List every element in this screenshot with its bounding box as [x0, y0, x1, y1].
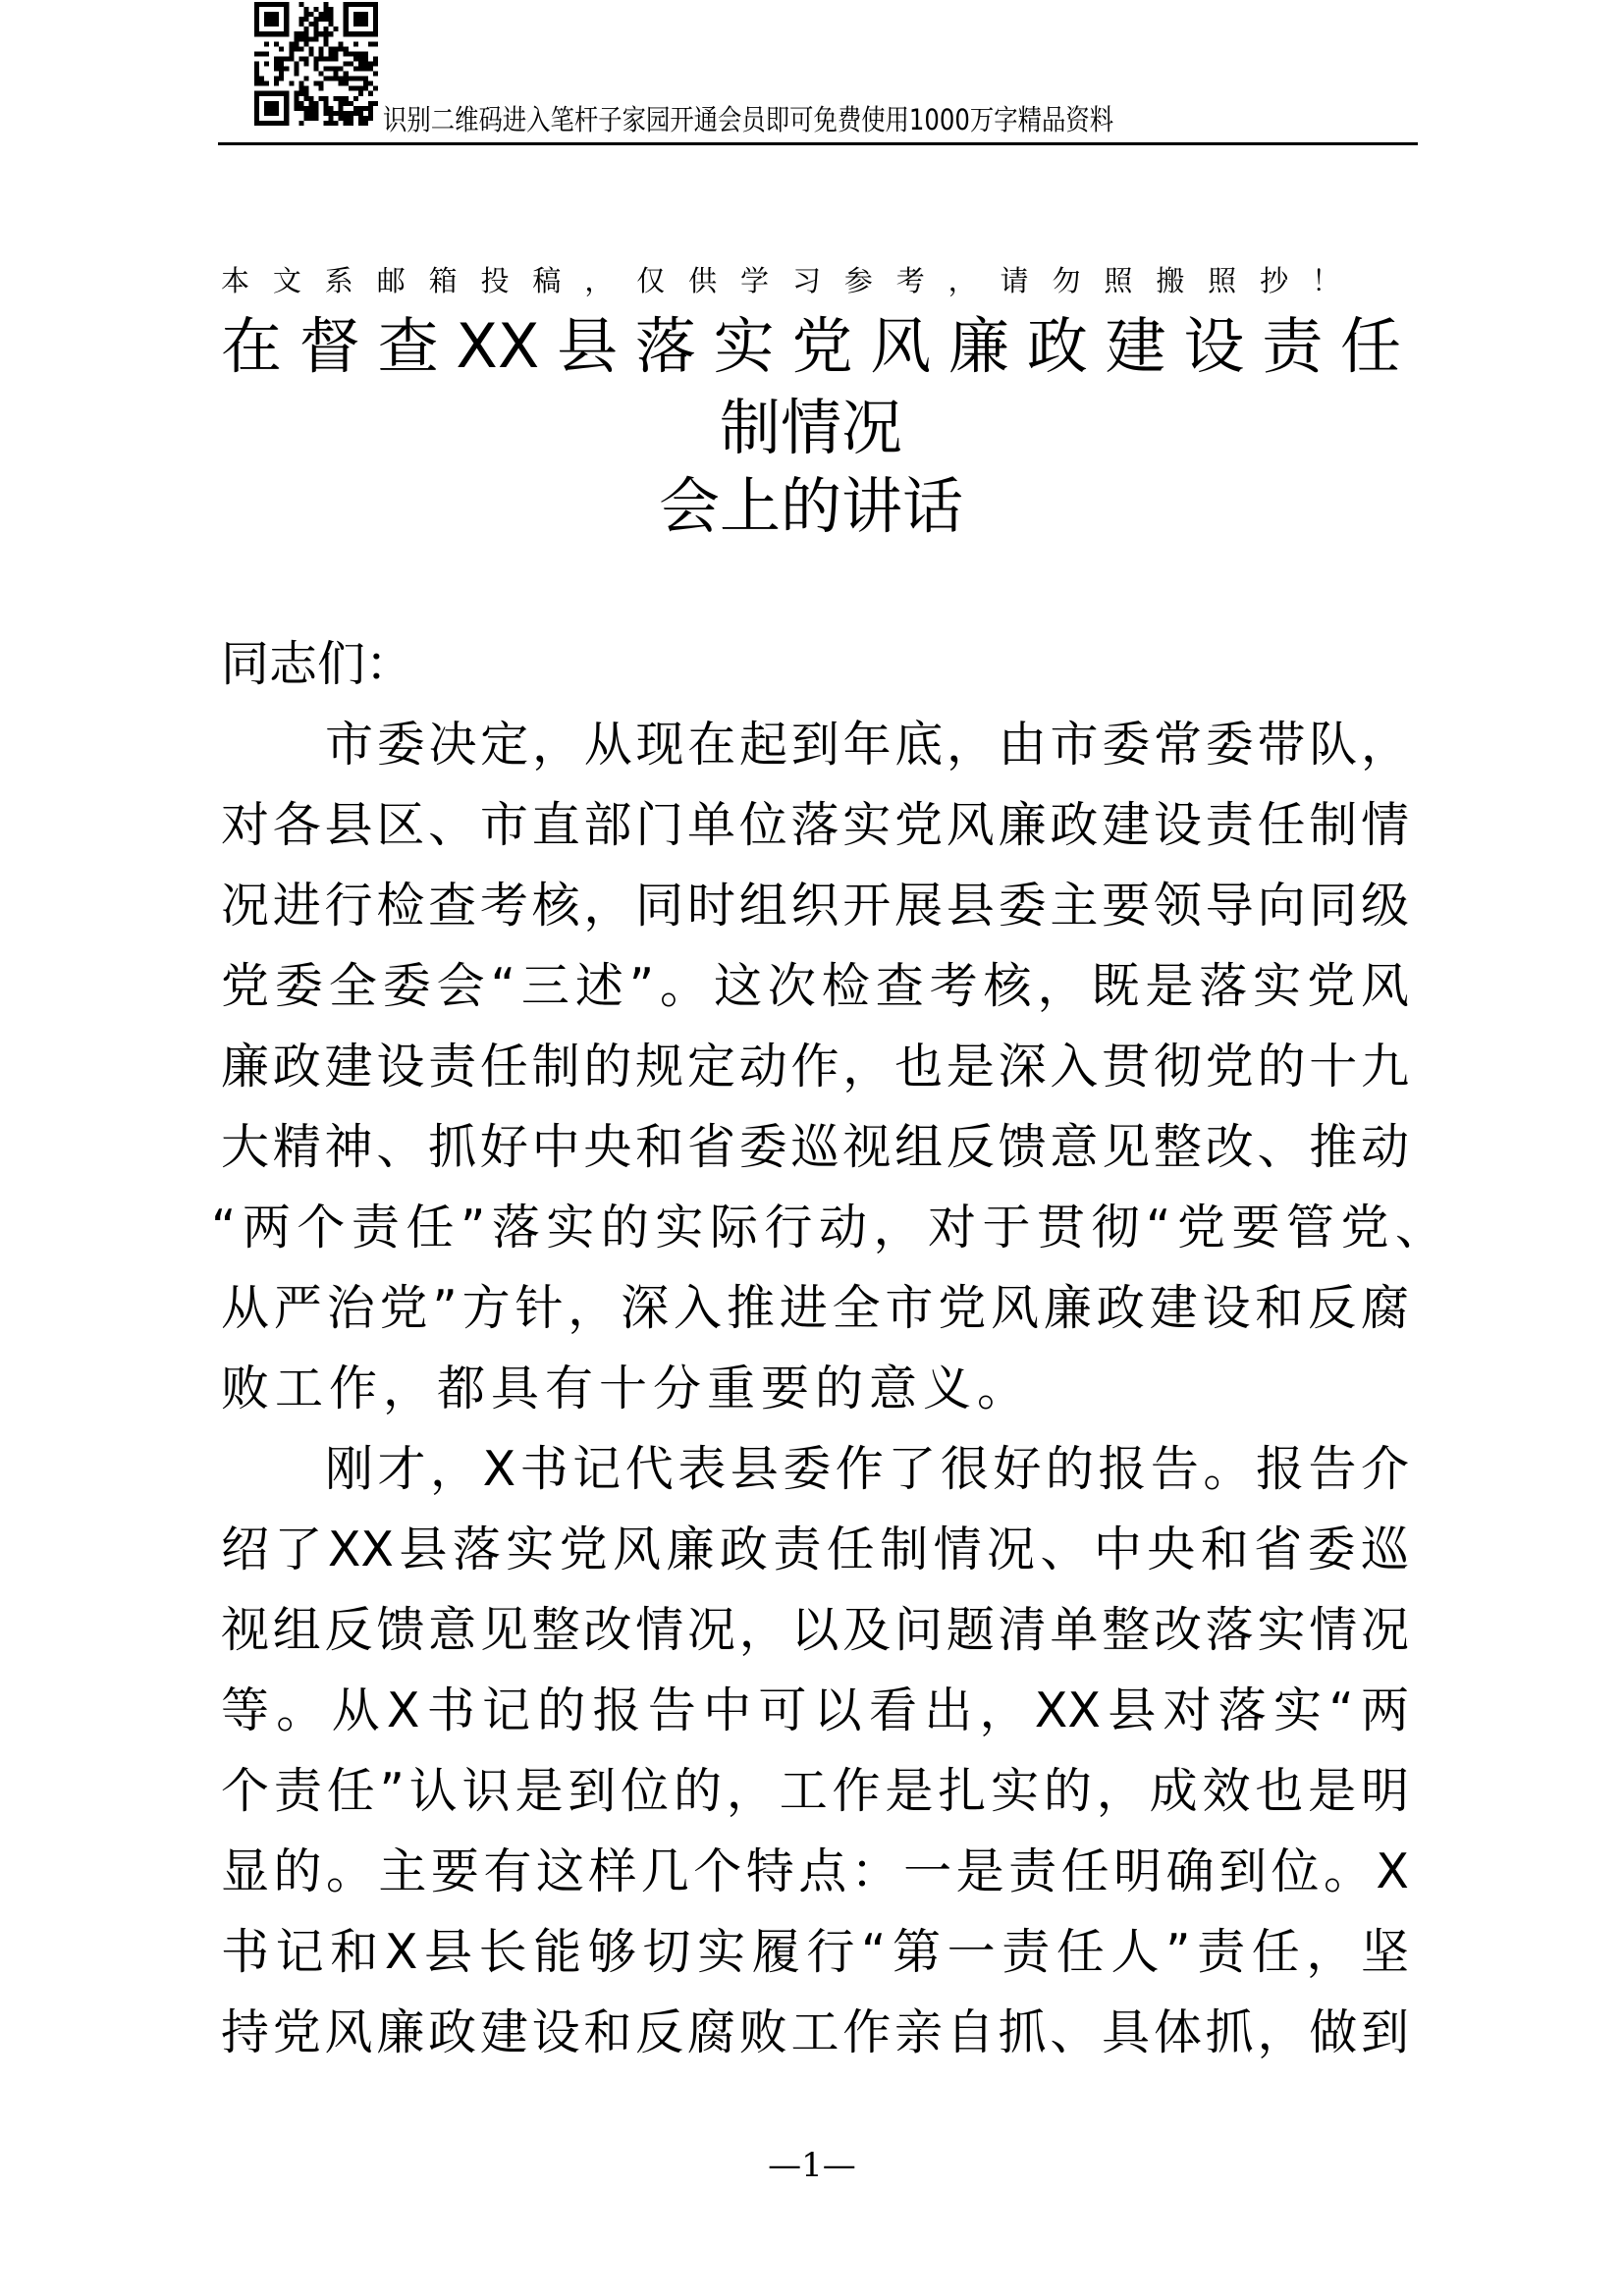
paragraph-line: 从严治党”方针，深入推进全市党风廉政建设和反腐 — [221, 1280, 1409, 1336]
paragraph-line: 刚才，X书记代表县委作了很好的报告。报告介 — [325, 1441, 1409, 1497]
paragraph-line: 绍了XX县落实党风廉政责任制情况、中央和省委巡 — [221, 1522, 1409, 1577]
title-line-2: 制情况 — [719, 392, 902, 463]
paragraph-line: 大精神、抓好中央和省委巡视组反馈意见整改、推动 — [221, 1119, 1409, 1175]
qr-code-icon — [254, 2, 378, 126]
greeting: 同志们： — [221, 636, 414, 692]
title-line-3: 会上的讲话 — [658, 470, 963, 542]
paragraph-line: 个责任”认识是到位的，工作是扎实的，成效也是明 — [221, 1763, 1409, 1819]
paragraph-line: 等。从X书记的报告中可以看出，XX县对落实“两 — [221, 1682, 1409, 1738]
paragraph-line: 持党风廉政建设和反腐败工作亲自抓、具体抓，做到 — [221, 2004, 1409, 2060]
header-divider — [218, 142, 1418, 145]
notice-text: 本文系邮箱投稿，仅供学习参考，请勿照搬照抄！ — [221, 264, 1340, 297]
paragraph-line: “两个责任”落实的实际行动，对于贯彻“党要管党、 — [211, 1200, 1443, 1255]
paragraph-line: 显的。主要有这样几个特点：一是责任明确到位。X — [221, 1843, 1409, 1899]
paragraph-line: 败工作，都具有十分重要的意义。 — [221, 1361, 1032, 1416]
paragraph-line: 廉政建设责任制的规定动作，也是深入贯彻党的十九 — [221, 1039, 1409, 1095]
paragraph-line: 况进行检查考核，同时组织开展县委主要领导向同级 — [221, 878, 1409, 934]
title-line-1: 在督查XX县落实党风廉政建设责任 — [221, 310, 1401, 382]
paragraph-line: 党委全委会“三述”。这次检查考核，既是落实党风 — [221, 958, 1409, 1014]
paragraph-line: 视组反馈意见整改情况，以及问题清单整改落实情况 — [221, 1602, 1409, 1658]
promo-text: 识别二维码进入笔杆子家园开通会员即可免费使用1000万字精品资料 — [383, 103, 1114, 136]
paragraph-line: 市委决定，从现在起到年底，由市委常委带队， — [325, 717, 1409, 773]
page-number: —1— — [768, 2146, 856, 2185]
paragraph-line: 书记和X县长能够切实履行“第一责任人”责任，坚 — [221, 1924, 1409, 1980]
paragraph-line: 对各县区、市直部门单位落实党风廉政建设责任制情 — [221, 797, 1409, 853]
